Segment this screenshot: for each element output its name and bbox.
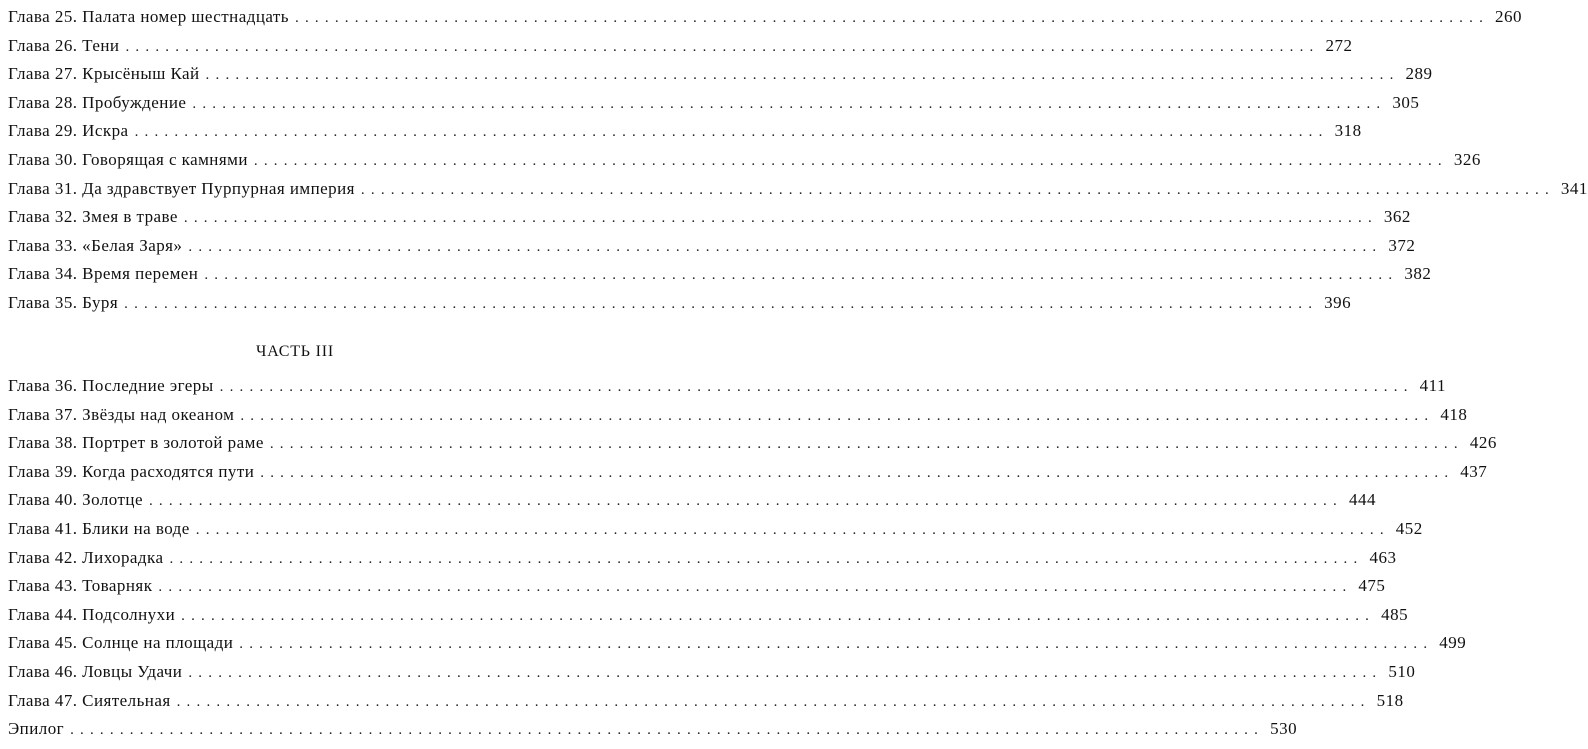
toc-entry-title: Глава 44. Подсолнухи bbox=[8, 604, 176, 624]
toc-entry-page-number: 530 bbox=[1270, 719, 1298, 739]
toc-entry-page-number: 452 bbox=[1395, 518, 1423, 538]
toc-entry-page-number: 341 bbox=[1560, 178, 1588, 198]
toc-entry-page-number: 362 bbox=[1383, 207, 1411, 227]
toc-entry bbox=[8, 203, 1411, 232]
toc-entry-page-number: 418 bbox=[1440, 404, 1468, 424]
dot-leader: ........................................................................................................................ bbox=[360, 181, 1555, 198]
toc-entry-page-number: 326 bbox=[1453, 149, 1481, 169]
dot-leader: ........................................................................................................................ bbox=[188, 238, 1383, 255]
toc-entry-page-number: 499 bbox=[1439, 633, 1467, 653]
toc-entry-page-number: 318 bbox=[1334, 121, 1362, 141]
toc-entry bbox=[8, 629, 1467, 658]
toc-entry-title: Глава 42. Лихорадка bbox=[8, 547, 164, 567]
toc-entry-page-number: 411 bbox=[1419, 376, 1447, 395]
dot-leader: ........................................................................................................................ bbox=[269, 436, 1464, 453]
dot-leader: ........................................................................................................................ bbox=[205, 67, 1400, 84]
toc-entry-title: Глава 39. Когда расходятся пути bbox=[8, 461, 255, 481]
toc-entry-page-number: 396 bbox=[1324, 292, 1352, 312]
dot-leader: ........................................................................................................................ bbox=[70, 722, 1265, 739]
part-heading: ЧАСТЬ III bbox=[256, 343, 334, 360]
toc-entry-title: Глава 31. Да здравствует Пурпурная империя bbox=[8, 178, 355, 198]
toc-entry-title: Глава 45. Солнце на площади bbox=[8, 633, 234, 653]
toc-entry-title: Глава 46. Ловцы Удачи bbox=[8, 661, 183, 681]
toc-entry bbox=[8, 429, 1497, 458]
toc-entry-title: Глава 36. Последние эгеры bbox=[8, 376, 214, 395]
toc-entry-title: Глава 40. Золотце bbox=[8, 490, 143, 510]
dot-leader: ........................................................................................................................ bbox=[260, 464, 1455, 481]
toc-entry bbox=[8, 260, 1432, 289]
toc-entry bbox=[8, 3, 1523, 32]
toc-entry-page-number: 475 bbox=[1358, 576, 1386, 596]
dot-leader: ........................................................................................................................ bbox=[188, 664, 1383, 681]
dot-leader: ........................................................................................................................ bbox=[169, 550, 1364, 567]
toc-entry-title: Глава 27. Крысёныш Кай bbox=[8, 64, 200, 84]
dot-leader: ........................................................................................................................ bbox=[124, 295, 1319, 312]
toc-entry bbox=[8, 89, 1420, 118]
dot-leader: ........................................................................................................................ bbox=[158, 579, 1353, 596]
toc-entry-page-number: 426 bbox=[1469, 433, 1497, 453]
toc-entry-page-number: 372 bbox=[1388, 235, 1416, 255]
dot-leader: ........................................................................................................................ bbox=[183, 210, 1378, 227]
toc-entry bbox=[8, 232, 1416, 261]
toc-entry-title: Глава 43. Товарняк bbox=[8, 576, 153, 596]
toc-entry-page-number: 463 bbox=[1369, 547, 1397, 567]
toc-entry bbox=[8, 515, 1423, 544]
toc-entry-page-number: 272 bbox=[1325, 35, 1353, 55]
toc-entry-title: Глава 26. Тени bbox=[8, 35, 120, 55]
toc-entry bbox=[8, 289, 1352, 318]
toc-entry-page-number: 485 bbox=[1381, 604, 1409, 624]
toc-entry-title: Глава 25. Палата номер шестнадцать bbox=[8, 7, 290, 26]
dot-leader: ........................................................................................................................ bbox=[192, 95, 1387, 112]
dot-leader: ........................................................................................................................ bbox=[239, 636, 1434, 653]
toc-entry-title: Глава 28. Пробуждение bbox=[8, 92, 187, 112]
toc-entry-title: Глава 35. Буря bbox=[8, 292, 119, 312]
toc-entry bbox=[8, 458, 1488, 487]
toc-entry-page-number: 289 bbox=[1405, 64, 1433, 84]
dot-leader: ........................................................................................................................ bbox=[125, 38, 1320, 55]
toc-entry-title: Эпилог bbox=[8, 719, 65, 739]
dot-leader: ........................................................................................................................ bbox=[148, 493, 1343, 510]
toc-entry-page-number: 510 bbox=[1388, 661, 1416, 681]
toc-entry bbox=[8, 60, 1433, 89]
toc-entry-page-number: 518 bbox=[1376, 690, 1404, 710]
toc-entry bbox=[8, 486, 1376, 515]
toc-entry-page-number: 305 bbox=[1392, 92, 1420, 112]
toc-entry-title: Глава 38. Портрет в золотой раме bbox=[8, 433, 264, 453]
toc-entry-title: Глава 34. Время перемен bbox=[8, 264, 199, 284]
toc-entry bbox=[8, 544, 1397, 573]
toc-entry-page-number: 260 bbox=[1495, 7, 1523, 26]
toc-list-part-2-end bbox=[8, 3, 1588, 318]
toc-entry-title: Глава 30. Говорящая с камнями bbox=[8, 149, 248, 169]
toc-entry bbox=[8, 687, 1404, 716]
toc-entry bbox=[8, 32, 1353, 61]
toc-entry-page-number: 444 bbox=[1348, 490, 1376, 510]
toc-entry bbox=[8, 601, 1409, 630]
toc-entry bbox=[8, 715, 1298, 744]
toc-entry bbox=[8, 401, 1468, 430]
toc-entry-title: Глава 32. Змея в траве bbox=[8, 207, 178, 227]
toc-entry-page-number: 382 bbox=[1404, 264, 1432, 284]
toc-entry bbox=[8, 372, 1447, 401]
toc-entry bbox=[8, 658, 1416, 687]
dot-leader: ........................................................................................................................ bbox=[253, 152, 1448, 169]
dot-leader: ........................................................................................................................ bbox=[295, 10, 1490, 26]
dot-leader: ........................................................................................................................ bbox=[176, 693, 1371, 710]
toc-entry bbox=[8, 146, 1481, 175]
dot-leader: ........................................................................................................................ bbox=[240, 407, 1435, 424]
toc-entry-page-number: 437 bbox=[1460, 461, 1488, 481]
toc-list-part-3 bbox=[8, 372, 1497, 744]
toc-entry-title: Глава 33. «Белая Заря» bbox=[8, 235, 183, 255]
toc-entry-title: Глава 29. Искра bbox=[8, 121, 129, 141]
dot-leader: ........................................................................................................................ bbox=[195, 521, 1390, 538]
toc-entry-title: Глава 37. Звёзды над океаном bbox=[8, 404, 235, 424]
toc-entry-title: Глава 47. Сиятельная bbox=[8, 690, 171, 710]
dot-leader: ........................................................................................................................ bbox=[181, 607, 1376, 624]
dot-leader: ........................................................................................................................ bbox=[204, 267, 1399, 284]
toc-entry bbox=[8, 117, 1362, 146]
toc-entry bbox=[8, 175, 1588, 204]
dot-leader: ........................................................................................................................ bbox=[134, 124, 1329, 141]
toc-entry bbox=[8, 572, 1386, 601]
dot-leader: ........................................................................................................................ bbox=[219, 379, 1414, 395]
toc-entry-title: Глава 41. Блики на воде bbox=[8, 518, 190, 538]
